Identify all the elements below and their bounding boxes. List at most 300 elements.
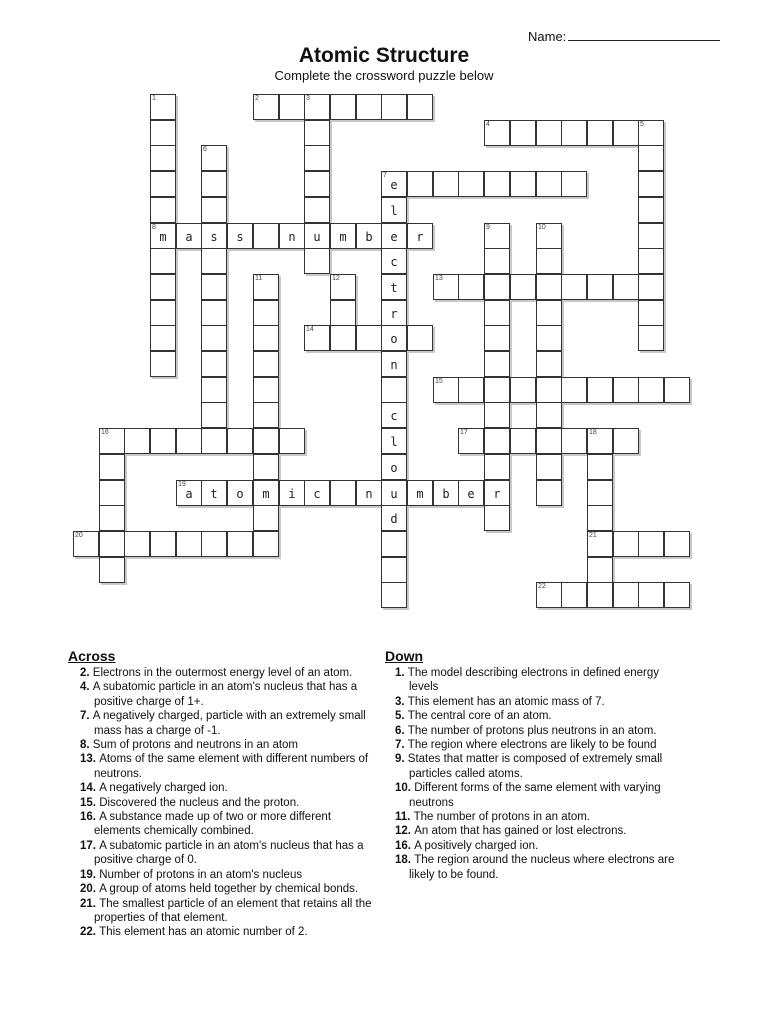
answer-letter: o [390,461,398,475]
clue-number: 8 [152,224,156,231]
crossword-cell[interactable] [381,94,407,120]
crossword-cell[interactable] [664,377,690,403]
crossword-cell[interactable] [304,223,330,249]
crossword-cell[interactable] [484,274,510,300]
crossword-cell[interactable] [227,223,253,249]
clue-number: 3 [306,95,310,102]
crossword-cell[interactable] [484,480,510,506]
crossword-cell[interactable] [484,351,510,377]
crossword-cell[interactable] [253,531,279,557]
crossword-cell[interactable] [587,531,613,557]
crossword-cell[interactable] [279,223,305,249]
answer-letter: d [390,512,398,526]
clue-text: The number of protons in an atom. [413,811,590,824]
crossword-cell[interactable] [536,120,562,146]
crossword-cell[interactable] [587,505,613,531]
crossword-cell[interactable] [407,171,433,197]
clue-number: 2 [255,95,259,102]
crossword-cell[interactable] [638,223,664,249]
crossword-cell[interactable] [227,531,253,557]
clue-text: States that matter is composed of extremely small particles called atoms. [407,753,663,780]
crossword-cell[interactable] [561,582,587,608]
crossword-cell[interactable] [253,300,279,326]
crossword-cell[interactable] [484,377,510,403]
clue-item [80,781,374,795]
crossword-cell[interactable] [330,480,356,506]
crossword-cell[interactable] [510,120,536,146]
clue-number: 21 [589,532,597,539]
down-clue-list [395,666,685,882]
crossword-cell[interactable] [253,505,279,531]
answer-letter: u [313,230,321,244]
crossword-cell[interactable] [150,197,176,223]
crossword-cell[interactable] [407,480,433,506]
crossword-cell[interactable] [613,120,639,146]
crossword-cell[interactable] [304,197,330,223]
clue-item [80,810,374,839]
crossword-cell[interactable] [536,428,562,454]
clue-number: 9 [486,224,490,231]
clue-text: Number of protons in an atom's nucleus [99,868,303,881]
crossword-cell[interactable] [330,274,356,300]
crossword-cell[interactable] [381,402,407,428]
crossword-cell[interactable] [253,428,279,454]
crossword-cell[interactable] [536,377,562,403]
crossword-cell[interactable] [201,248,227,274]
crossword-cell[interactable] [458,171,484,197]
crossword-cell[interactable] [587,557,613,583]
crossword-cell[interactable] [201,223,227,249]
name-label: Name: [528,29,567,44]
crossword-cell[interactable] [304,325,330,351]
clue-number-label: 13. [80,753,100,766]
clue-number: 20 [75,532,83,539]
answer-letter: a [185,230,193,244]
across-heading: Across [68,648,116,664]
clue-item [80,738,374,752]
clue-number-label: 7. [80,710,93,723]
crossword-cell[interactable] [613,531,639,557]
crossword-cell[interactable] [99,480,125,506]
clue-number-label: 2. [80,667,93,679]
crossword-cell[interactable] [201,531,227,557]
crossword-cell[interactable] [664,531,690,557]
answer-letter: m [159,230,167,244]
crossword-cell[interactable] [176,223,202,249]
crossword-cell[interactable] [73,531,99,557]
crossword-cell[interactable] [381,505,407,531]
crossword-cell[interactable] [561,377,587,403]
crossword-cell[interactable] [201,300,227,326]
answer-letter: n [288,230,296,244]
clue-text: A subatomic particle in an atom's nucleus that has a positive charge of 0. [94,839,364,867]
crossword-cell[interactable] [253,377,279,403]
clue-text: This element has an atomic number of 2. [99,926,308,939]
crossword-cell[interactable] [536,274,562,300]
crossword-cell[interactable] [484,505,510,531]
clue-number-label: 1. [395,667,408,679]
crossword-cell[interactable] [458,274,484,300]
answer-letter: t [390,281,398,295]
crossword-cell[interactable] [381,300,407,326]
clue-number: 11 [255,275,263,282]
clue-number: 10 [538,224,546,231]
crossword-cell[interactable] [253,351,279,377]
crossword-cell[interactable] [638,171,664,197]
crossword-cell[interactable] [150,223,176,249]
crossword-cell[interactable] [150,531,176,557]
crossword-cell[interactable] [536,351,562,377]
clue-number: 16 [101,429,109,436]
clue-number: 6 [203,146,207,153]
crossword-cell[interactable] [638,325,664,351]
crossword-cell[interactable] [664,582,690,608]
crossword-cell[interactable] [201,402,227,428]
answer-letter: a [185,487,193,501]
clue-item [80,882,374,896]
answer-letter: e [390,230,398,244]
crossword-cell[interactable] [510,428,536,454]
answer-letter: r [416,230,424,244]
crossword-cell[interactable] [433,480,459,506]
crossword-cell[interactable] [381,274,407,300]
clue-number: 14 [306,326,314,333]
clue-number-label: 12. [395,825,415,838]
clue-text: A substance made up of two or more different elements chemically combined. [94,811,332,838]
crossword-cell[interactable] [561,274,587,300]
crossword-cell[interactable] [356,480,382,506]
answer-letter: c [390,409,398,423]
clue-item [395,839,685,853]
clue-item [80,897,374,926]
crossword-cell[interactable] [381,325,407,351]
crossword-cell[interactable] [253,325,279,351]
answer-letter: u [390,487,398,501]
clue-item [395,695,685,709]
crossword-cell[interactable] [561,428,587,454]
crossword-cell[interactable] [227,480,253,506]
crossword-cell[interactable] [484,325,510,351]
crossword-cell[interactable] [638,300,664,326]
crossword-cell[interactable] [304,171,330,197]
clue-number-label: 16. [80,811,100,824]
crossword-cell[interactable] [638,274,664,300]
clue-number-label: 3. [395,695,408,708]
crossword-cell[interactable] [304,120,330,146]
crossword-cell[interactable] [536,402,562,428]
clue-text: Sum of protons and neutrons in an atom [92,739,299,752]
clue-number-label: 11. [395,811,414,824]
crossword-cell[interactable] [381,480,407,506]
crossword-cell[interactable] [99,557,125,583]
crossword-cell[interactable] [536,300,562,326]
crossword-cell[interactable] [201,428,227,454]
answer-letter: e [467,487,475,501]
crossword-cell[interactable] [638,120,664,146]
answer-letter: r [493,487,501,501]
crossword-cell[interactable] [536,454,562,480]
clue-number-label: 17. [80,839,100,852]
crossword-cell[interactable] [484,248,510,274]
crossword-cell[interactable] [613,274,639,300]
crossword-cell[interactable] [381,377,407,403]
crossword-cell[interactable] [638,145,664,171]
crossword-cell[interactable] [433,171,459,197]
crossword-cell[interactable] [510,171,536,197]
clue-number-label: 21. [80,897,100,910]
crossword-cell[interactable] [330,300,356,326]
answer-letter: b [442,487,450,501]
answer-letter: o [390,332,398,346]
clue-text: The number of protons plus neutrons in an atom. [407,724,657,737]
clue-text: The model describing electrons in defined energy levels [407,667,660,694]
crossword-cell[interactable] [279,428,305,454]
clue-item [395,666,685,695]
clue-number: 17 [460,429,468,436]
crossword-cell[interactable] [356,325,382,351]
crossword-cell[interactable] [484,428,510,454]
clue-text: The central core of an atom. [407,710,552,723]
crossword-cell[interactable] [304,480,330,506]
answer-letter: s [210,230,218,244]
crossword-cell[interactable] [150,94,176,120]
crossword-cell[interactable] [253,94,279,120]
crossword-cell[interactable] [536,171,562,197]
clue-number-label: 16. [395,839,415,852]
crossword-cell[interactable] [330,223,356,249]
clue-text: The region where electrons are likely to be found [407,739,657,752]
crossword-cell[interactable] [150,171,176,197]
clue-number-label: 10. [395,782,415,795]
crossword-cell[interactable] [279,94,305,120]
clue-number: 5 [640,121,644,128]
crossword-cell[interactable] [150,248,176,274]
crossword-cell[interactable] [561,171,587,197]
crossword-cell[interactable] [253,402,279,428]
crossword-cell[interactable] [458,480,484,506]
answer-letter: c [390,255,398,269]
crossword-cell[interactable] [613,582,639,608]
crossword-cell[interactable] [99,428,125,454]
crossword-cell[interactable] [253,454,279,480]
clue-number: 13 [435,275,443,282]
crossword-cell[interactable] [638,197,664,223]
crossword-cell[interactable] [150,428,176,454]
crossword-cell[interactable] [484,120,510,146]
crossword-cell[interactable] [381,197,407,223]
crossword-cell[interactable] [150,120,176,146]
clue-item [80,666,374,680]
crossword-cell[interactable] [253,480,279,506]
clue-item [80,925,374,939]
answer-letter: c [313,487,321,501]
clue-number: 12 [332,275,340,282]
clue-number-label: 6. [395,724,408,737]
crossword-cell[interactable] [176,480,202,506]
crossword-cell[interactable] [176,428,202,454]
clue-item [395,781,685,810]
crossword-cell[interactable] [304,248,330,274]
crossword-cell[interactable] [613,377,639,403]
crossword-cell[interactable] [561,120,587,146]
crossword-cell[interactable] [587,274,613,300]
crossword-cell[interactable] [201,351,227,377]
clue-text: Atoms of the same element with different numbers of neutrons. [94,753,369,780]
crossword-cell[interactable] [407,223,433,249]
crossword-cell[interactable] [124,428,150,454]
clue-number-label: 22. [80,926,100,939]
crossword-cell[interactable] [253,223,279,249]
clue-number-label: 20. [80,883,100,896]
answer-letter: m [339,230,347,244]
answer-letter: t [210,487,218,501]
crossword-cell[interactable] [407,94,433,120]
crossword-cell[interactable] [381,351,407,377]
crossword-cell[interactable] [150,351,176,377]
crossword-cell[interactable] [433,274,459,300]
clue-number-label: 14. [80,782,100,795]
clue-number: 22 [538,583,546,590]
crossword-cell[interactable] [381,171,407,197]
clue-item [80,839,374,868]
page-title: Atomic Structure [298,44,470,67]
crossword-cell[interactable] [124,531,150,557]
crossword-cell[interactable] [150,274,176,300]
clue-item [395,738,685,752]
crossword-cell[interactable] [587,480,613,506]
crossword-cell[interactable] [484,171,510,197]
crossword-cell[interactable] [356,94,382,120]
answer-letter: n [390,358,398,372]
crossword-cell[interactable] [201,325,227,351]
crossword-cell[interactable] [536,480,562,506]
clue-number: 18 [589,429,597,436]
crossword-cell[interactable] [150,325,176,351]
crossword-cell[interactable] [381,454,407,480]
crossword-cell[interactable] [613,428,639,454]
clue-number-label: 9. [395,753,408,766]
crossword-cell[interactable] [510,377,536,403]
clue-item [80,752,374,781]
down-heading: Down [385,648,424,664]
crossword-cell[interactable] [536,582,562,608]
answer-letter: b [365,230,373,244]
crossword-cell[interactable] [356,223,382,249]
crossword-cell[interactable] [638,248,664,274]
crossword-cell[interactable] [536,325,562,351]
clue-number-label: 15. [80,796,100,809]
clue-number: 15 [435,378,443,385]
crossword-cell[interactable] [150,145,176,171]
clue-number: 7 [383,172,387,179]
crossword-cell[interactable] [201,197,227,223]
crossword-cell[interactable] [381,582,407,608]
clue-text: A negatively charged ion. [99,782,228,795]
page-subtitle: Complete the crossword puzzle below [274,68,494,83]
clue-item [80,709,374,738]
clue-number-label: 5. [395,710,408,723]
clue-text: A positively charged ion. [414,839,539,852]
crossword-cell[interactable] [253,274,279,300]
crossword-cell[interactable] [587,377,613,403]
crossword-cell[interactable] [279,480,305,506]
crossword-cell[interactable] [458,377,484,403]
crossword-cell[interactable] [201,480,227,506]
crossword-cell[interactable] [587,428,613,454]
clue-item [395,752,685,781]
crossword-cell[interactable] [330,94,356,120]
crossword-cell[interactable] [304,94,330,120]
crossword-cell[interactable] [510,274,536,300]
crossword-cell[interactable] [433,377,459,403]
crossword-cell[interactable] [150,300,176,326]
crossword-cell[interactable] [330,325,356,351]
crossword-cell[interactable] [381,531,407,557]
crossword-cell[interactable] [381,557,407,583]
crossword-cell[interactable] [201,274,227,300]
answer-letter: e [390,178,398,192]
crossword-cell[interactable] [201,377,227,403]
crossword-cell[interactable] [536,223,562,249]
clue-text: A negatively charged, particle with an extremely small mass has a charge of -1. [92,710,366,737]
crossword-cell[interactable] [381,223,407,249]
clue-item [80,680,374,709]
crossword-cell[interactable] [99,505,125,531]
crossword-cell[interactable] [227,428,253,454]
clue-number-label: 8. [80,739,93,752]
crossword-cell[interactable] [484,300,510,326]
answer-letter: r [390,307,398,321]
crossword-cell[interactable] [484,454,510,480]
crossword-cell[interactable] [99,531,125,557]
clue-number: 4 [486,121,490,128]
crossword-cell[interactable] [304,145,330,171]
clue-item [395,853,685,882]
crossword-cell[interactable] [99,454,125,480]
clue-text: Different forms of the same element with varying neutrons [409,782,661,809]
crossword-cell[interactable] [536,248,562,274]
crossword-cell[interactable] [587,120,613,146]
crossword-cell[interactable] [587,582,613,608]
crossword-cell[interactable] [638,377,664,403]
clue-number: 1 [152,95,156,102]
crossword-cell[interactable] [381,248,407,274]
answer-letter: n [365,487,373,501]
crossword-cell[interactable] [484,402,510,428]
crossword-cell[interactable] [176,531,202,557]
crossword-cell[interactable] [201,171,227,197]
clue-text: The smallest particle of an element that retains all the properties of that element. [94,897,372,924]
answer-letter: m [416,487,424,501]
crossword-cell[interactable] [484,223,510,249]
crossword-cell[interactable] [458,428,484,454]
crossword-cell[interactable] [381,428,407,454]
crossword-cell[interactable] [407,325,433,351]
answer-letter: l [390,435,398,449]
crossword-cell[interactable] [638,582,664,608]
clue-number-label: 4. [80,681,93,694]
crossword-cell[interactable] [638,531,664,557]
clue-item [80,868,374,882]
clue-number: 19 [178,481,186,488]
crossword-cell[interactable] [587,454,613,480]
clue-item [395,724,685,738]
answer-letter: s [236,230,244,244]
clue-item [395,824,685,838]
crossword-cell[interactable] [201,145,227,171]
across-clue-list [80,666,374,940]
clue-text: Electrons in the outermost energy level of an atom. [92,667,353,679]
